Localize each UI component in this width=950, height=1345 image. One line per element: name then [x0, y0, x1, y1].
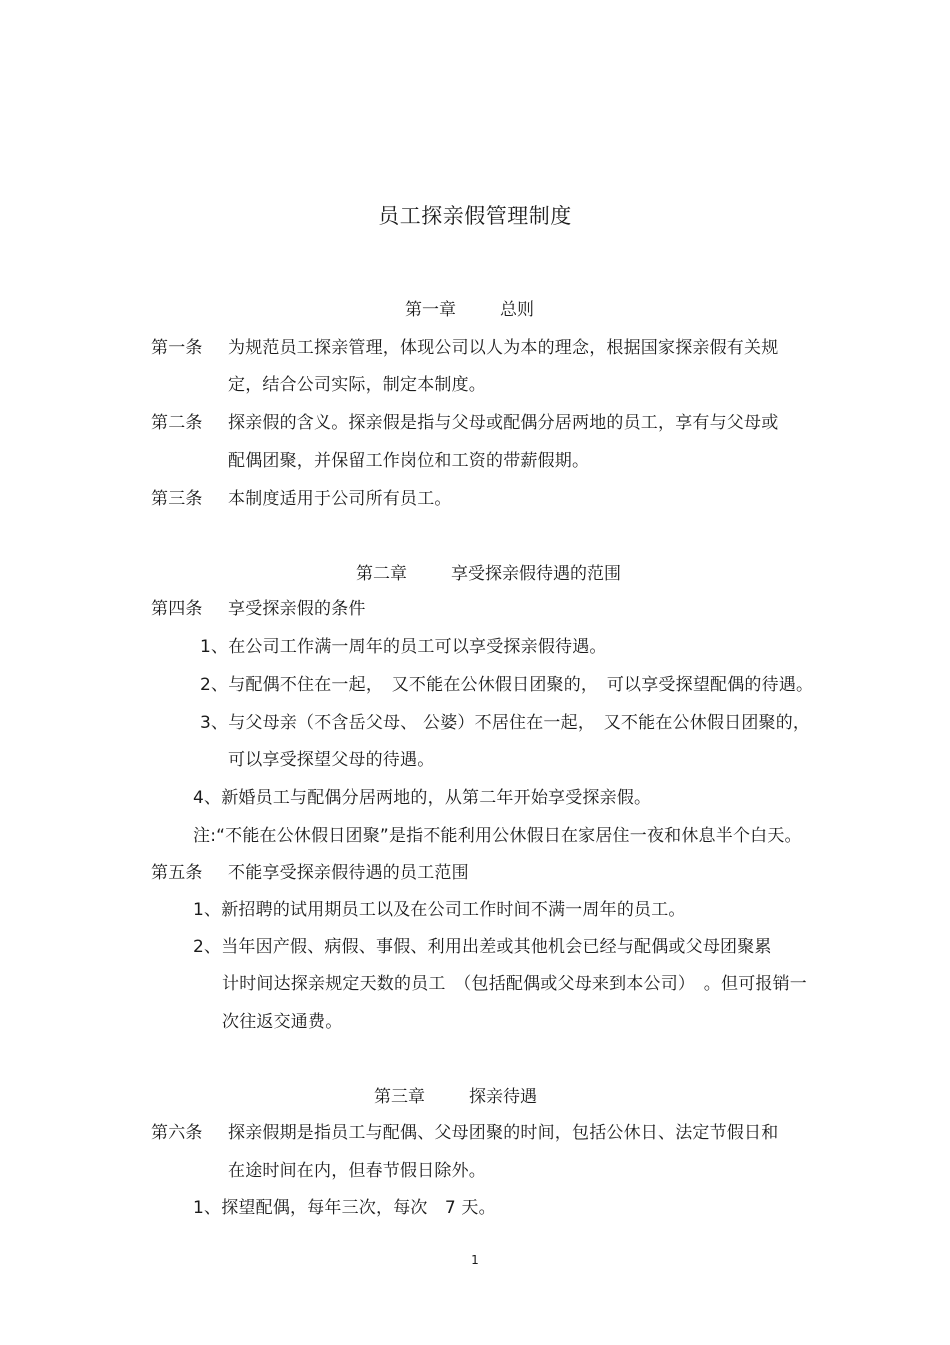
chapter-name: 探亲待遇	[469, 1087, 537, 1107]
article-3-line-1	[151, 488, 452, 510]
article-6-line-1	[151, 1122, 778, 1144]
article-text: 为规范员工探亲管理，体现公司以人为本的理念，根据国家探亲假有关规	[228, 338, 779, 358]
list-item: 1、探望配偶，每年三次，每次 7 天。	[193, 1198, 496, 1218]
chapter-number: 第二章	[356, 564, 407, 584]
note: 注:“不能在公休假日团聚”是指不能利用公休假日在家居住一夜和休息半个白天。	[193, 826, 802, 846]
list-item: 计时间达探亲规定天数的员工 （包括配偶或父母来到本公司） 。但可报销一	[222, 974, 807, 994]
chapter-heading-2	[356, 563, 621, 585]
article-text: 探亲假的含义。探亲假是指与父母或配偶分居两地的员工，享有与父母或	[228, 413, 779, 433]
article-label: 第二条	[151, 413, 203, 433]
article-label: 第五条	[151, 863, 203, 883]
article-label: 第三条	[151, 489, 203, 509]
list-item: 次往返交通费。	[222, 1012, 343, 1032]
chapter-heading-3	[374, 1086, 537, 1108]
article-text: 不能享受探亲假待遇的员工范围	[228, 863, 469, 883]
article-4-line-1	[151, 598, 366, 620]
chapter-name: 总则	[500, 300, 534, 320]
article-text: 本制度适用于公司所有员工。	[228, 489, 452, 509]
list-item: 2、与配偶不住在一起， 又不能在公休假日团聚的， 可以享受探望配偶的待遇。	[200, 675, 814, 695]
article-5-line-1	[151, 862, 469, 884]
article-6-line-2: 在途时间在内，但春节假日除外。	[228, 1161, 486, 1181]
list-item: 可以享受探望父母的待遇。	[228, 750, 435, 770]
article-1-line-2: 定，结合公司实际，制定本制度。	[228, 375, 486, 395]
article-1-line-1	[151, 337, 778, 359]
article-label: 第六条	[151, 1123, 203, 1143]
article-label: 第四条	[151, 599, 203, 619]
list-item: 1、在公司工作满一周年的员工可以享受探亲假待遇。	[200, 637, 607, 657]
page-number: 1	[471, 1253, 479, 1267]
article-text: 享受探亲假的条件	[228, 599, 366, 619]
document-title: 员工探亲假管理制度	[378, 204, 572, 228]
article-label: 第一条	[151, 338, 203, 358]
list-item: 4、新婚员工与配偶分居两地的，从第二年开始享受探亲假。	[193, 788, 652, 808]
chapter-number: 第三章	[374, 1087, 425, 1107]
chapter-number: 第一章	[405, 300, 456, 320]
list-item: 2、当年因产假、病假、事假、利用出差或其他机会已经与配偶或父母团聚累	[193, 937, 772, 957]
article-2-line-1	[151, 412, 778, 434]
article-text: 探亲假期是指员工与配偶、父母团聚的时间，包括公休日、法定节假日和	[228, 1123, 779, 1143]
list-item: 3、与父母亲（不含岳父母、 公婆）不居住在一起， 又不能在公休假日团聚的，	[200, 713, 811, 733]
list-item: 1、新招聘的试用期员工以及在公司工作时间不满一周年的员工。	[193, 900, 686, 920]
chapter-heading-1	[405, 299, 534, 321]
article-2-line-2: 配偶团聚，并保留工作岗位和工资的带薪假期。	[228, 451, 590, 471]
chapter-name: 享受探亲假待遇的范围	[451, 564, 621, 584]
